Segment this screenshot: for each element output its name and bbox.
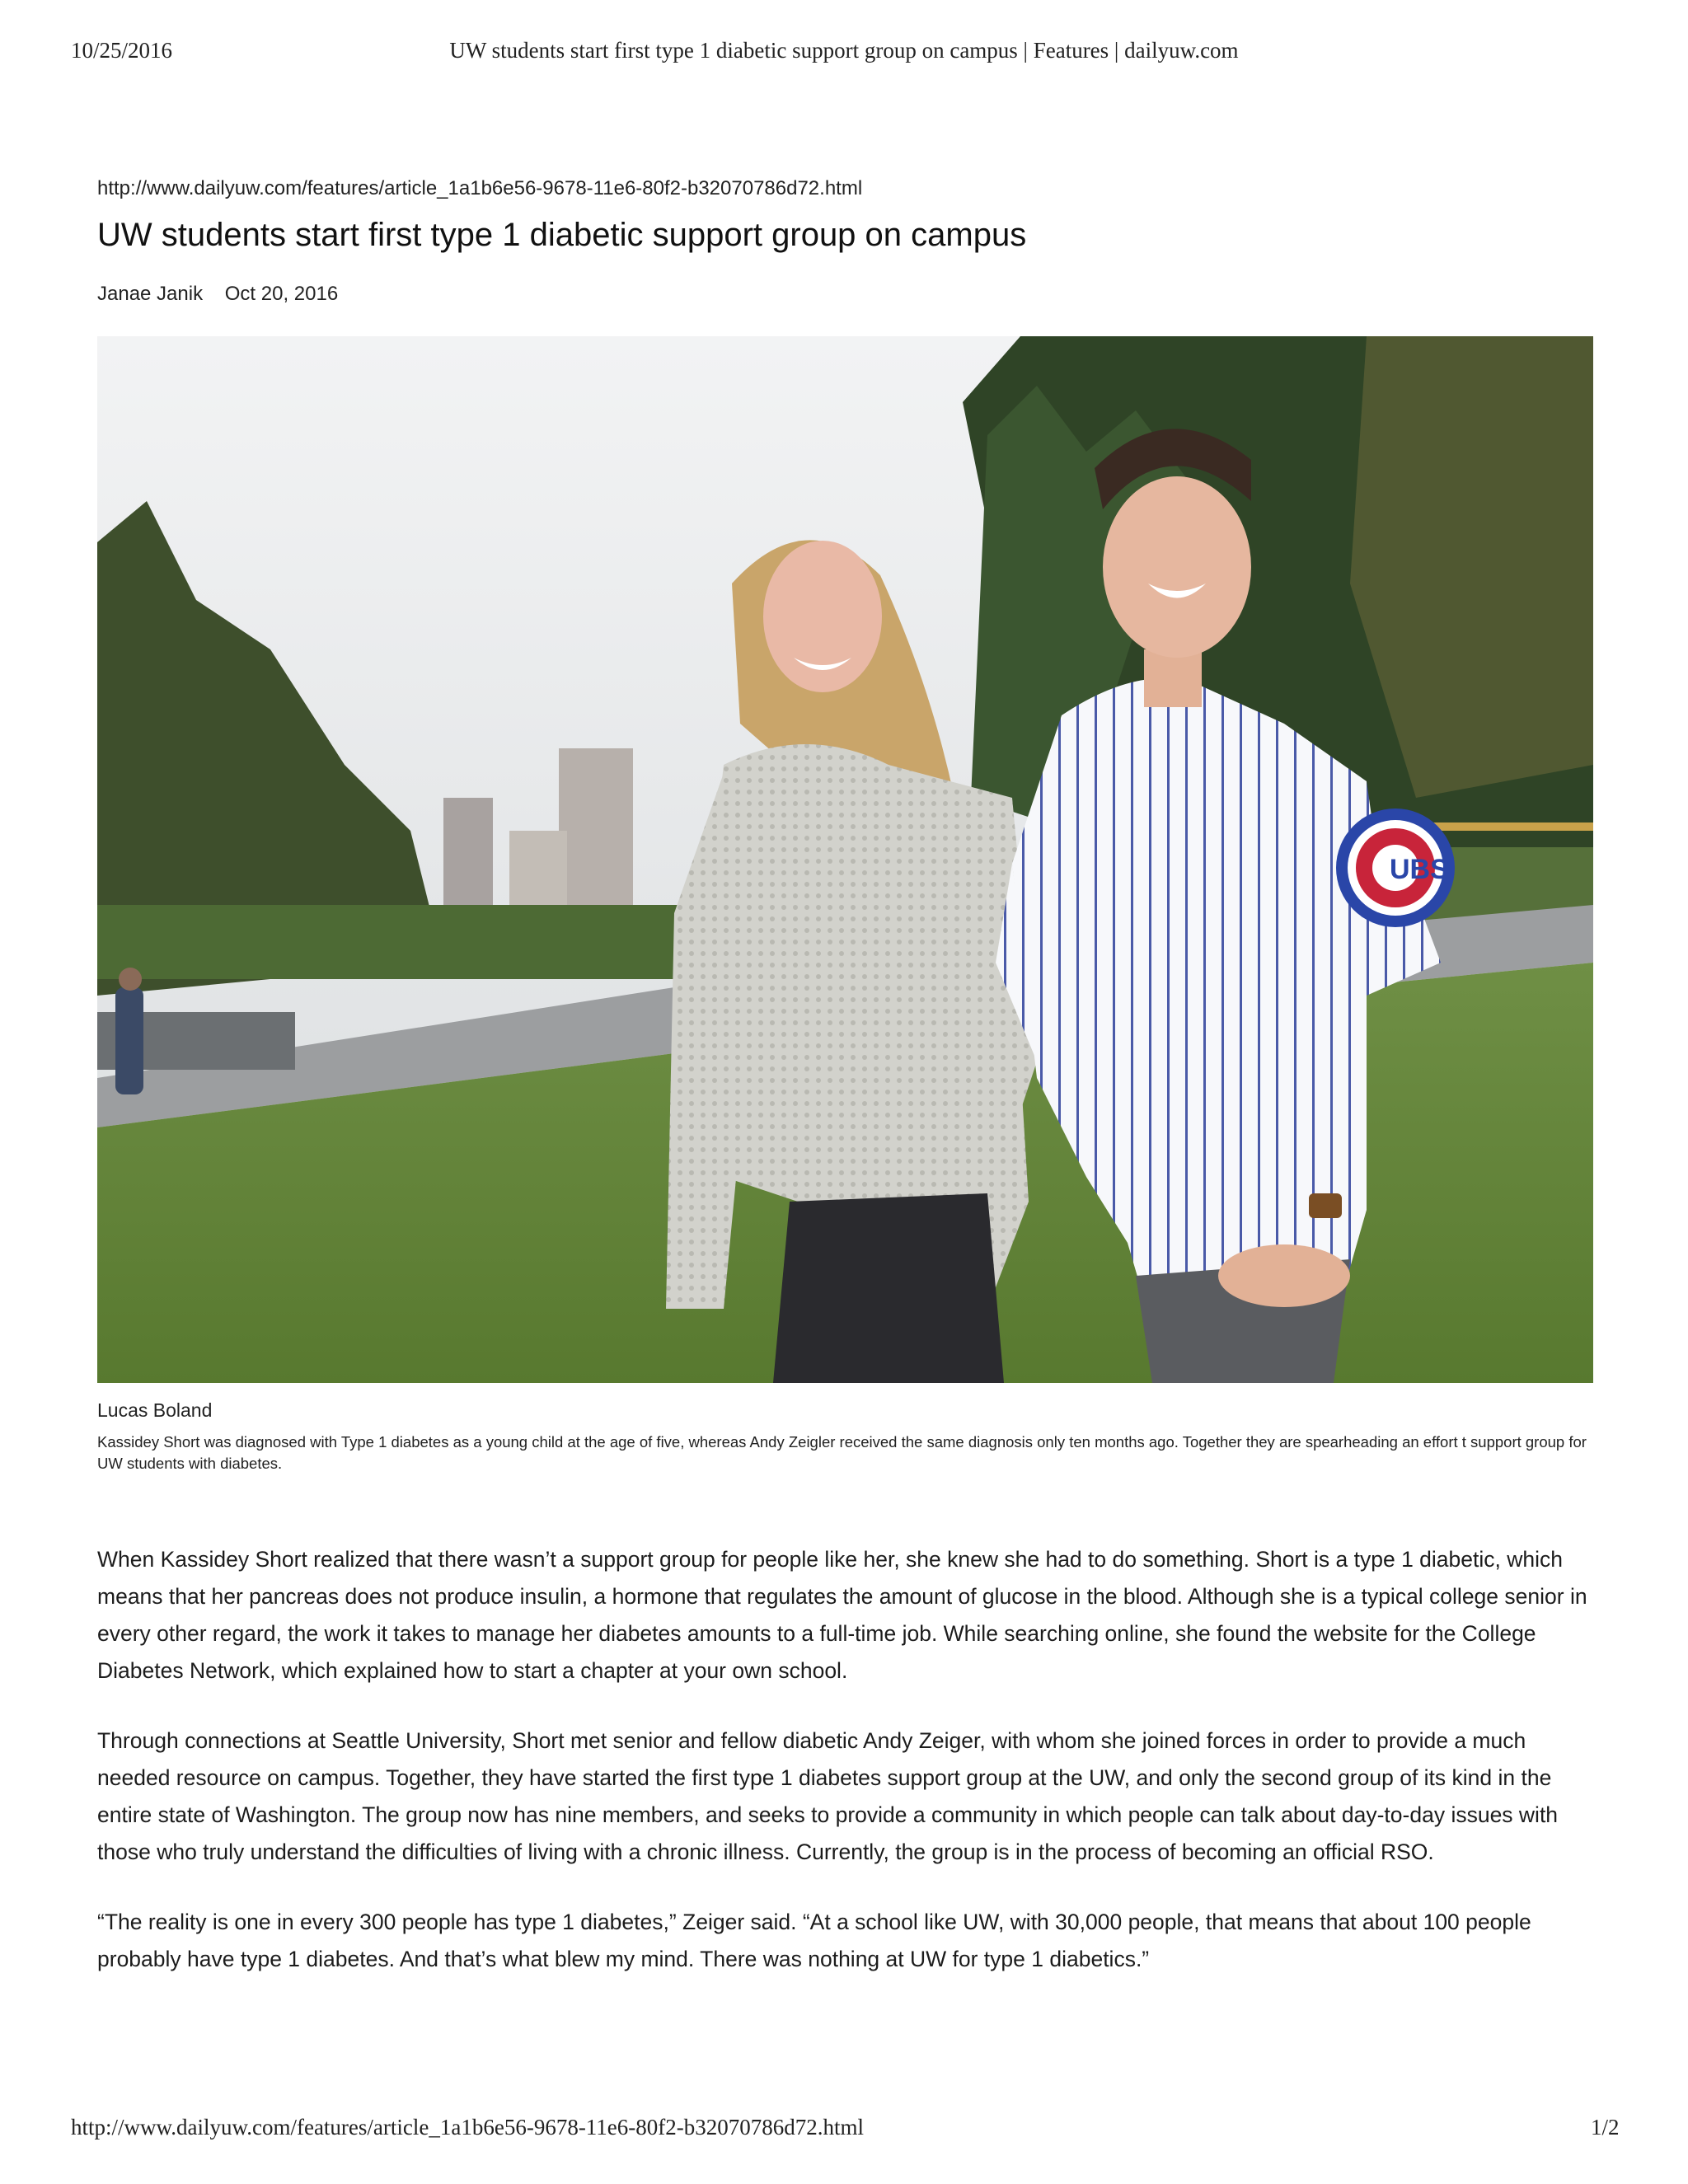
page-number: 1/2 [1591,2115,1620,2139]
publish-date: Oct 20, 2016 [224,283,339,305]
article-headline: UW students start first type 1 diabetic support group on campus [97,217,1027,253]
article-paragraph: Through connections at Seattle University, Short met senior and fellow diabetic Andy Zeiger, with whom she joined forces in order to provide a much needed resource on campus. Together, they have started the first type 1 diabetes support group at the UW, and only the second group of its kind in the entire state of Washington. The group now has nine members, and seeks to provide a community in which people can talk about day-to-day issues with those who truly understand the difficulties of living with a chronic illness. Currently, the group is in the process of becoming an official RSO. [97,1728,1559,1864]
author-name[interactable]: Janae Janik [97,283,204,305]
jersey-logo-text: UBS [1390,854,1449,885]
article-body [97,1541,1593,2011]
photo-illustration [97,336,1593,1383]
print-header [0,38,1688,71]
cubs-logo [1336,808,1455,927]
article-paragraph: “The reality is one in every 300 people has type 1 diabetes,” Zeiger said. “At a school like UW, with 30,000 people, that means that about 100 people probably have type 1 diabetes. And that’s what blew my mind. There was nothing at UW for type 1 diabetics.” [97,1910,1531,1971]
footer-url: http://www.dailyuw.com/features/article_1a1b6e56-9678-11e6-80f2-b32070786d72.html [71,2115,865,2139]
photo-credit: Lucas Boland [97,1399,213,1421]
photo-caption: Kassidey Short was diagnosed with Type 1 diabetes as a young child at the age of five, whereas Andy Zeigler received the same diagnosis only ten months ago. Together they are spearheading an effort t support group for UW students with diabetes. [97,1433,1587,1472]
print-page-title: UW students start first type 1 diabetic support group on campus | Features | dailyuw.com [449,38,1239,63]
article-source-url[interactable]: http://www.dailyuw.com/features/article_1a1b6e56-9678-11e6-80f2-b32070786d72.html [97,177,863,199]
print-date: 10/25/2016 [71,38,173,63]
print-footer [0,2115,1688,2148]
byline [97,283,338,306]
article-photo [97,336,1593,1383]
article-paragraph: When Kassidey Short realized that there wasn’t a support group for people like her, she knew she had to do something. Short is a type 1 diabetic, which means that her pancreas does not produce insulin, a hormone that regulates the amount of glucose in the blood. Although she is a typical college senior in every other regard, the work it takes to manage her diabetes amounts to a full-time job. While searching online, she found the website for the College Diabetes Network, which explained how to start a chapter at your own school. [97,1547,1587,1683]
